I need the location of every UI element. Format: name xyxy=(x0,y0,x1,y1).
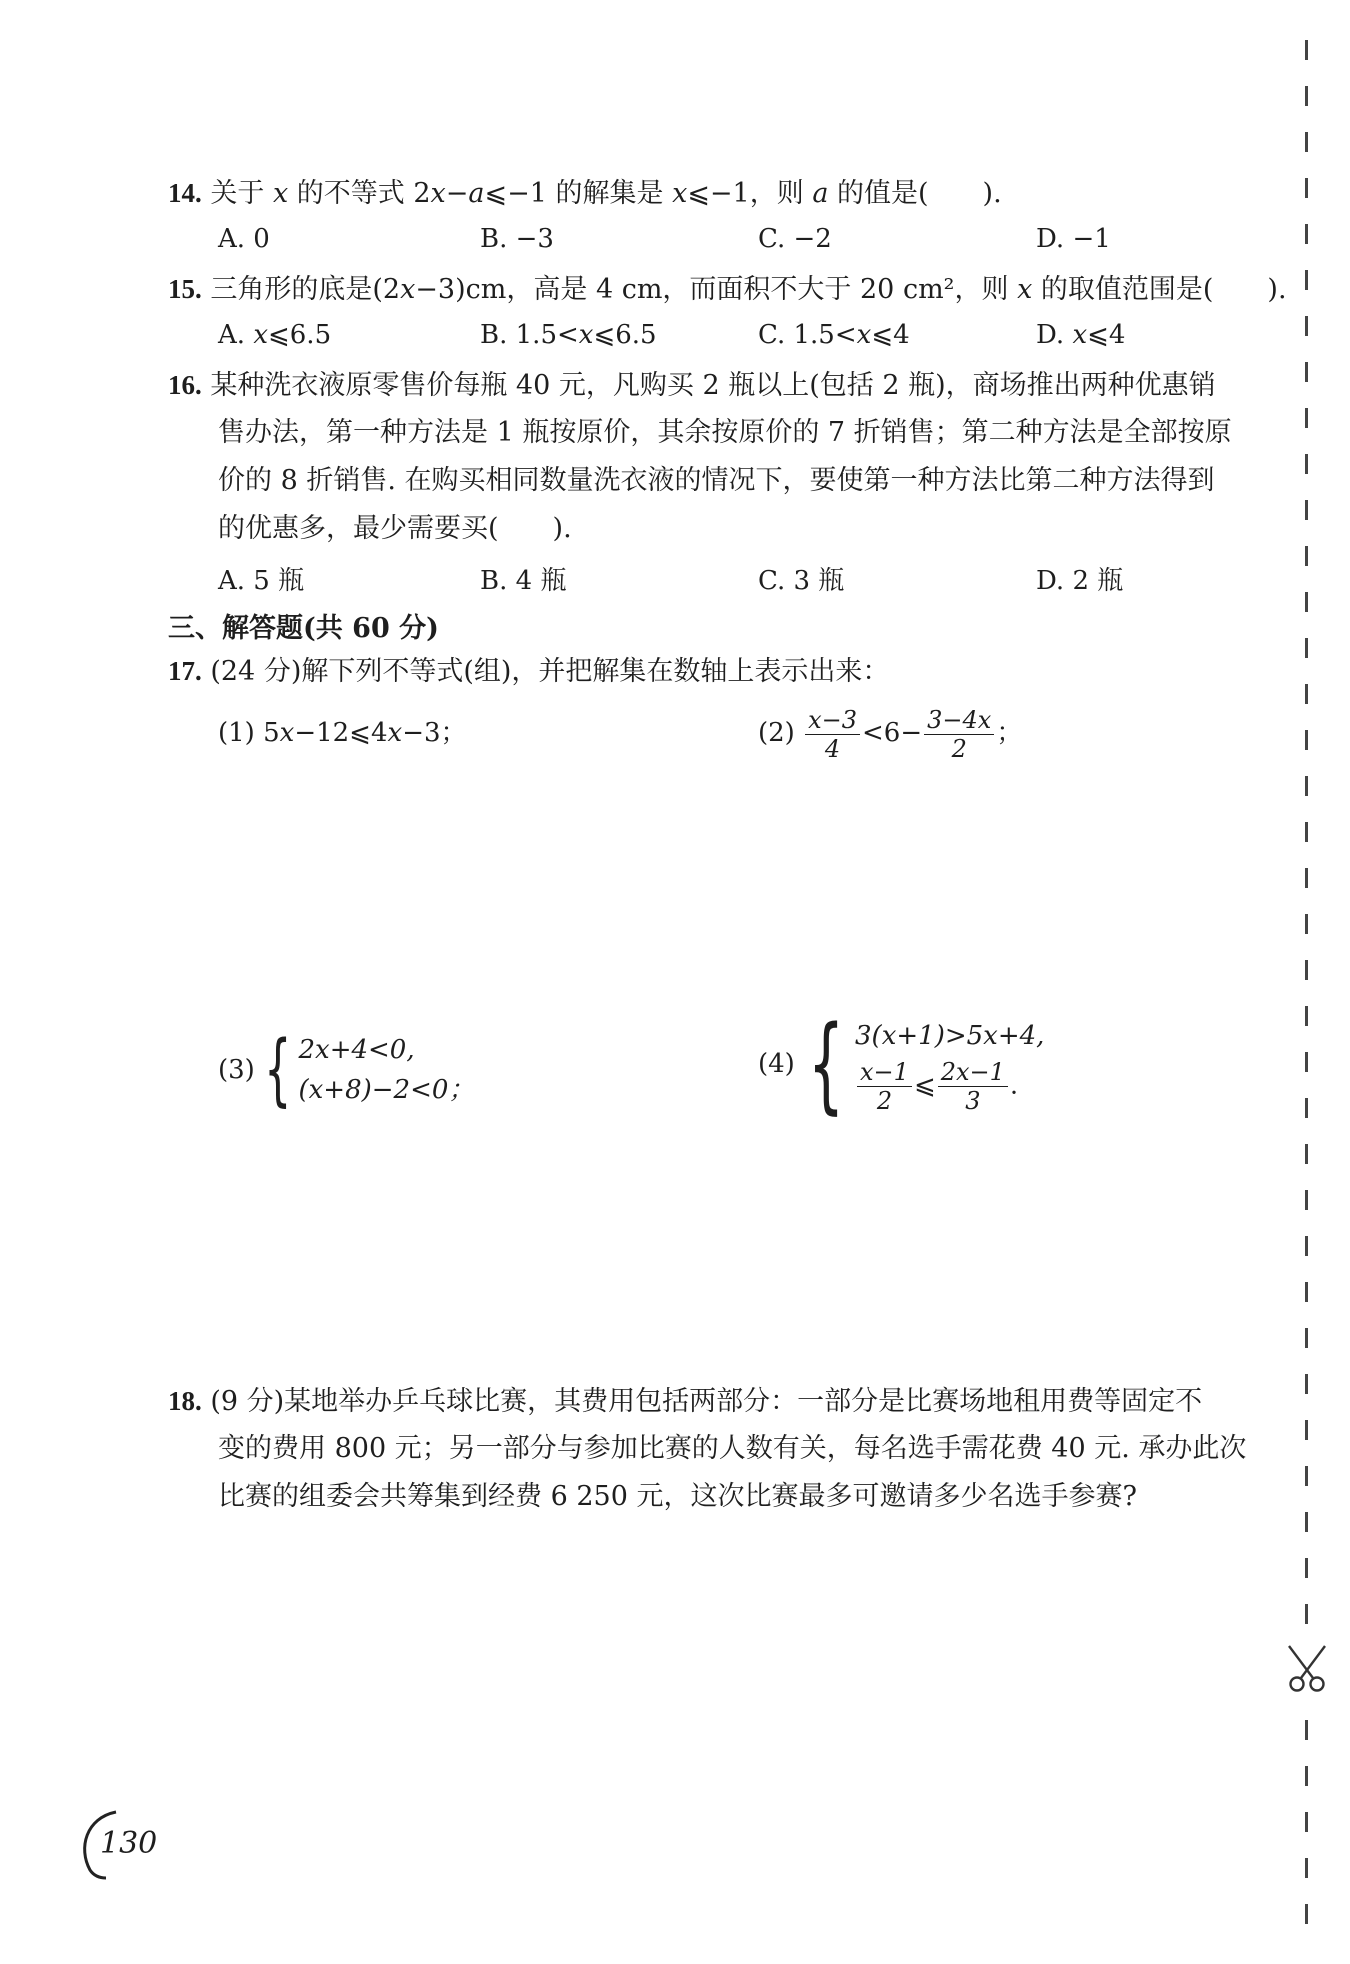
q14-option-a: A. 0 xyxy=(218,224,270,254)
cut-line-dash xyxy=(1305,1466,1308,1486)
q15-text-c: 的取值范围是( ). xyxy=(1032,274,1287,305)
cut-line-dash xyxy=(1305,132,1308,152)
q15-option-b-value: ⩽6.5 xyxy=(593,320,657,350)
q17-part-4-brace: { xyxy=(807,1003,845,1125)
q14-var-x-3: x xyxy=(672,178,688,209)
q17-part-2-frac1-numerator: x−3 xyxy=(805,706,860,735)
q15-text-b: −3)cm，高是 4 cm，而面积不大于 20 cm²，则 xyxy=(415,274,1018,305)
cut-line-dash xyxy=(1305,316,1308,336)
q16-number: 16. xyxy=(168,370,202,400)
q15-option-d xyxy=(1036,320,1125,350)
q17-part-4-row-1: 3(x+1)>5x+4, xyxy=(855,1020,1045,1051)
cut-line-dash xyxy=(1305,1144,1308,1164)
q17-part-4-label: (4) xyxy=(758,1049,795,1079)
q17-part-3-system xyxy=(218,1025,475,1115)
cut-line-dash xyxy=(1305,1766,1308,1786)
q14-text-a: 关于 xyxy=(210,178,273,209)
cut-line-dash xyxy=(1305,868,1308,888)
cut-line-dash xyxy=(1305,684,1308,704)
cut-line-dash xyxy=(1305,776,1308,796)
q14-var-a: a xyxy=(468,178,485,209)
cut-line-dash xyxy=(1305,730,1308,750)
q16-option-b: B. 4 瓶 xyxy=(480,566,567,596)
q17-part-4-row-2 xyxy=(855,1058,1044,1115)
q17-part-2-fraction-1 xyxy=(805,706,860,763)
q17-part-3 xyxy=(218,1025,475,1115)
cut-line-dash xyxy=(1305,500,1308,520)
q17-part-1-expr-a: 5 xyxy=(263,718,280,748)
cut-line-dash xyxy=(1305,1720,1308,1740)
q17-part-1-expr-c: −3； xyxy=(402,718,467,748)
q18-text-1: (9 分)某地举办乒乓球比赛，其费用包括两部分：一部分是比赛场地租用费等固定不 xyxy=(210,1386,1203,1417)
q17-part-4-rows xyxy=(855,1014,1044,1115)
cut-line-dash xyxy=(1305,1858,1308,1878)
cut-line-dash xyxy=(1305,960,1308,980)
q15-option-a-value: ⩽6.5 xyxy=(267,320,332,350)
q17-part-1-var-2: x xyxy=(387,718,403,748)
q17-part-4-frac1-numerator: x−1 xyxy=(857,1058,912,1087)
q14-text-e: ⩽−1，则 xyxy=(687,178,813,209)
q14-number: 14. xyxy=(168,178,202,208)
q14-option-d: D. −1 xyxy=(1036,224,1111,254)
cut-line-dash xyxy=(1305,40,1308,60)
q14-text-d: ⩽−1 的解集是 xyxy=(484,178,673,209)
q16-line-2: 售办法，第一种方法是 1 瓶按原价，其余按原价的 7 折销售；第二种方法是全部按原 xyxy=(218,417,1232,448)
q15-option-a-label: A. xyxy=(218,320,254,350)
cut-line-dash xyxy=(1305,1604,1308,1624)
q15-option-b-label: B. 1.5< xyxy=(480,320,579,350)
q17-part-2-frac2-denominator: 2 xyxy=(951,734,967,763)
q16-option-c: C. 3 瓶 xyxy=(758,566,845,596)
q15-var-x: x xyxy=(400,274,416,305)
q17-part-4-relation: ⩽ xyxy=(913,1070,936,1100)
q17-part-4-fraction-2 xyxy=(938,1058,1008,1115)
q17-part-4-end: . xyxy=(1009,1070,1019,1100)
q17-part-4 xyxy=(758,1003,1045,1125)
cut-line-dash xyxy=(1305,1812,1308,1832)
q16-option-a: A. 5 瓶 xyxy=(218,566,305,596)
page-number: 130 xyxy=(100,1826,158,1861)
q18-line-2: 变的费用 800 元；另一部分与参加比赛的人数有关，每名选手需花费 40 元. 承办此次 xyxy=(218,1433,1247,1464)
q17-part-1-label: (1) xyxy=(218,718,264,748)
q17-part-2-end: ； xyxy=(996,718,1023,748)
cut-line-dash xyxy=(1305,638,1308,658)
q15-option-c-value: ⩽4 xyxy=(871,320,910,350)
cut-line-dash xyxy=(1305,1098,1308,1118)
cut-line-dash xyxy=(1305,1420,1308,1440)
q17-part-2-fraction-2 xyxy=(924,706,994,763)
q17-part-1-var: x xyxy=(279,718,295,748)
q15-stem xyxy=(168,272,1287,307)
q17-part-4-frac2-denominator: 3 xyxy=(965,1086,981,1115)
cut-line-dash xyxy=(1305,224,1308,244)
q14-stem xyxy=(168,176,1002,211)
q18-number: 18. xyxy=(168,1386,202,1416)
q17-part-3-row-1: 2x+4<0, xyxy=(298,1035,415,1065)
q15-option-c-var: x xyxy=(856,320,872,350)
q15-option-b-var: x xyxy=(578,320,594,350)
q17-number: 17. xyxy=(168,656,202,686)
q15-option-a-var: x xyxy=(253,320,268,350)
q17-part-3-label: (3) xyxy=(218,1055,255,1085)
q17-part-3-row-2: (x+8)−2<0； xyxy=(298,1075,475,1105)
q16-line-3: 价的 8 折销售. 在购买相同数量洗衣液的情况下，要使第一种方法比第二种方法得到 xyxy=(218,465,1215,496)
q14-option-c: C. −2 xyxy=(758,224,832,254)
q17-part-4-fraction-1 xyxy=(857,1058,912,1115)
cut-line-dash xyxy=(1305,454,1308,474)
q15-option-d-value: ⩽4 xyxy=(1087,320,1126,350)
q17-part-2-mid: <6− xyxy=(862,718,923,748)
q15-option-a xyxy=(218,320,331,350)
cut-line-dash xyxy=(1305,362,1308,382)
cut-line-dash xyxy=(1305,592,1308,612)
q17-part-2-label: (2) xyxy=(758,718,804,748)
cut-line-dash xyxy=(1305,914,1308,934)
q18-line-3: 比赛的组委会共筹集到经费 6 250 元，这次比赛最多可邀请多少名选手参赛? xyxy=(218,1481,1137,1512)
q15-option-c-label: C. 1.5< xyxy=(758,320,857,350)
cut-line-dash xyxy=(1305,270,1308,290)
q17-part-1 xyxy=(218,716,467,750)
q17-part-1-expr-b: −12⩽4 xyxy=(294,718,388,748)
cut-line-dash xyxy=(1305,408,1308,428)
q14-text-f: 的值是( ). xyxy=(828,178,1002,209)
q15-text-a: 三角形的底是(2 xyxy=(210,274,401,305)
q15-number: 15. xyxy=(168,274,202,304)
q16-option-d: D. 2 瓶 xyxy=(1036,566,1124,596)
q16-line-1 xyxy=(168,368,1216,403)
cut-line-dash xyxy=(1305,1006,1308,1026)
q17-part-2-frac2-numerator: 3−4x xyxy=(924,706,994,735)
cut-line-dash xyxy=(1305,1236,1308,1256)
q16-line-4: 的优惠多，最少需要买( ). xyxy=(218,513,572,544)
q17-part-2-frac1-denominator: 4 xyxy=(824,734,841,763)
q15-option-c xyxy=(758,320,910,350)
cut-line-dash xyxy=(1305,1328,1308,1348)
q15-option-b xyxy=(480,320,657,350)
section-title: 三、解答题(共 60 分) xyxy=(168,613,439,644)
q17-part-4-system xyxy=(758,1003,1045,1125)
cut-line-dash xyxy=(1305,1904,1308,1924)
q18-line-1 xyxy=(168,1384,1202,1419)
q15-option-d-var: x xyxy=(1072,320,1088,350)
cut-line-dash xyxy=(1305,1052,1308,1072)
q17-text: (24 分)解下列不等式(组)，并把解集在数轴上表示出来： xyxy=(210,656,890,687)
q14-text-b: 的不等式 2 xyxy=(288,178,431,209)
cut-line-dash xyxy=(1305,1558,1308,1578)
cut-line-dash xyxy=(1305,178,1308,198)
q14-option-b: B. −3 xyxy=(480,224,554,254)
q14-var-a-2: a xyxy=(812,178,829,209)
q14-var-x-2: x xyxy=(430,178,446,209)
cut-line-dash xyxy=(1305,822,1308,842)
q17-part-3-brace: { xyxy=(264,1025,292,1115)
cut-line-dash xyxy=(1305,1190,1308,1210)
q15-var-x-2: x xyxy=(1017,274,1033,305)
q15-option-d-label: D. xyxy=(1036,320,1073,350)
cut-line-dash xyxy=(1305,1512,1308,1532)
cut-line-dash xyxy=(1305,1282,1308,1302)
cut-line-dash xyxy=(1305,546,1308,566)
q17-part-4-frac1-denominator: 2 xyxy=(876,1086,893,1115)
q14-var-x: x xyxy=(272,178,289,209)
scissors-icon xyxy=(1283,1642,1331,1694)
q17-stem xyxy=(168,654,889,689)
cut-line-dash xyxy=(1305,86,1308,106)
q17-part-2 xyxy=(758,700,1022,766)
cut-line-dash xyxy=(1305,1374,1308,1394)
q17-part-4-frac2-numerator: 2x−1 xyxy=(938,1058,1008,1087)
q14-text-c: − xyxy=(445,178,469,209)
q16-text-1: 某种洗衣液原零售价每瓶 40 元，凡购买 2 瓶以上(包括 2 瓶)，商场推出两种优惠销 xyxy=(210,370,1216,401)
q17-part-3-rows xyxy=(298,1030,474,1110)
